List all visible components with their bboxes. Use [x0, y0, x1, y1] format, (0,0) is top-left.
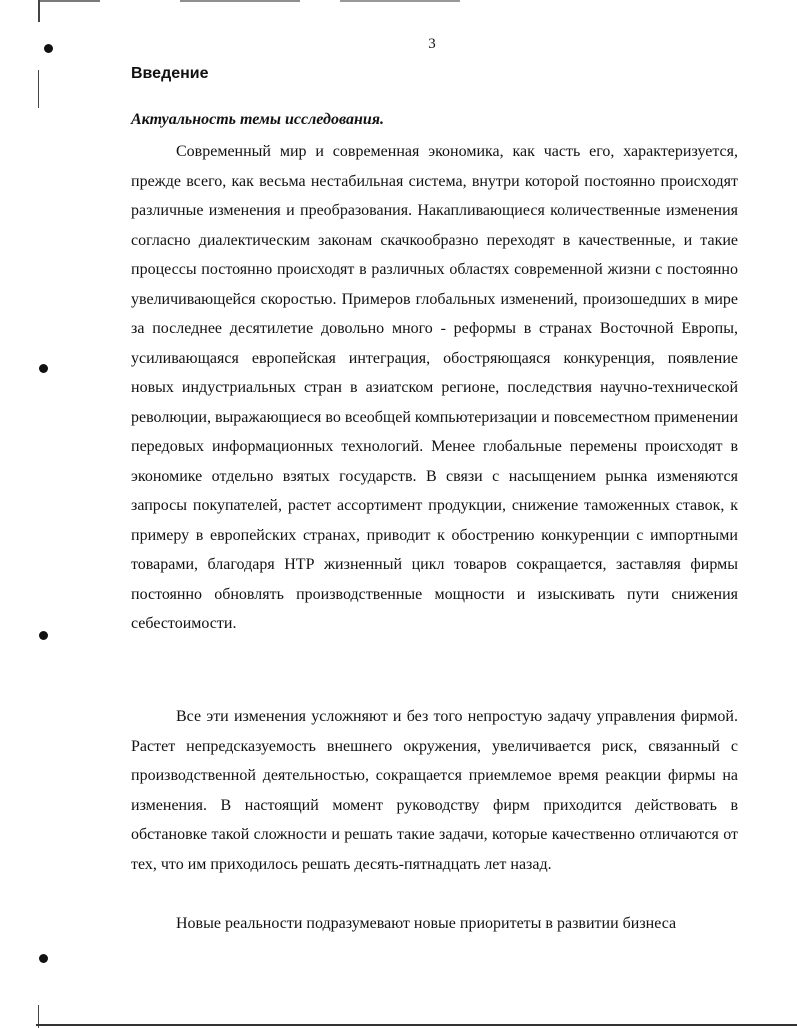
scan-edge-top — [40, 0, 677, 2]
paragraph-text: Новые реальности подразумевают новые приоритеты в развитии бизнеса — [176, 915, 677, 932]
binder-hole-icon — [44, 44, 53, 53]
scan-edge-left — [38, 0, 40, 22]
paragraph — [131, 702, 738, 879]
paragraph — [131, 909, 738, 939]
scan-edge-bottom — [36, 1024, 797, 1026]
paragraph — [131, 137, 738, 639]
binder-hole-icon — [39, 954, 48, 963]
binder-hole-icon — [39, 631, 48, 640]
scan-edge-left — [38, 70, 39, 108]
section-subheading: Актуальность темы исследования. — [131, 111, 384, 128]
paragraph-text: Все эти изменения усложняют и без того непростую задачу управления фирмой. Растет непредсказуемость внешнего окружения, увеличивается риск, связанный с производственной деятельностью, сокращается приемлемое время реакции фирмы на изменения. В настоящий момент руководству фирм приходится действовать в обстановке такой сложности и решать такие задачи, которые качественно отличаются от тех, что им приходилось решать десять-пятнадцать лет назад. — [131, 708, 738, 873]
paragraph-text: Современный мир и современная экономика, как часть его, характеризуется, прежде всего, как весьма нестабильная система, внутри которой постоянно происходят различные изменения и преобразования. Накапливающиеся количественные изменения согласно диалектическим законам скачкообразно переходят в качественные, и такие процессы постоянно происходят в различных областях современной жизни с постоянно увеличивающейся скоростью. Примеров глобальных изменений, произошедших в мире за последнее десятилетие довольно много - реформы в странах Восточной Европы, усиливающаяся европейская интеграция, обостряющаяся конкуренция, появление новых индустриальных стран в азиатском регионе, последствия научно-технической революции, выражающиеся во всеобщей компьютеризации и повсеместном применении передовых информационных технологий. Менее глобальные перемены происходят в экономике отдельно взятых государств. В связи с насыщением рынка изменяются запросы покупателей, растет ассортимент продукции, снижение таможенных ставок, к примеру в европейских странах, приводит к обострению конкуренции с импортными товарами, благодаря НТР жизненный цикл товаров сокращается, заставляя фирмы постоянно обновлять производственные мощности и изыскивать пути снижения себестоимости. — [131, 143, 738, 632]
page-number: 3 — [428, 36, 436, 52]
binder-hole-icon — [39, 364, 48, 373]
section-heading: Введение — [131, 65, 209, 82]
